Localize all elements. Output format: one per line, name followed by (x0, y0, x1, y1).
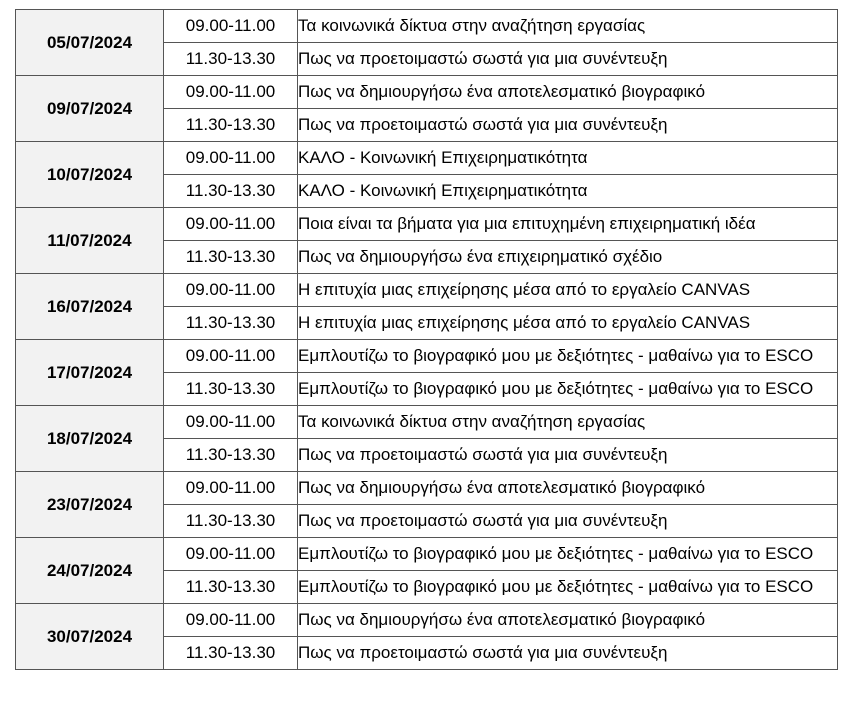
session-row (16, 208, 838, 241)
session-date: 05/07/2024 (16, 10, 164, 76)
session-row (16, 142, 838, 175)
session-date: 16/07/2024 (16, 274, 164, 340)
session-row (16, 406, 838, 439)
session-date: 24/07/2024 (16, 538, 164, 604)
session-topic: Ποια είναι τα βήματα για μια επιτυχημένη επιχειρηματική ιδέα (298, 208, 838, 241)
session-row (16, 274, 838, 307)
session-topic: Πως να προετοιμαστώ σωστά για μια συνέντευξη (298, 637, 838, 670)
session-time: 11.30-13.30 (164, 109, 298, 142)
session-time: 09.00-11.00 (164, 142, 298, 175)
session-topic: Εμπλουτίζω το βιογραφικό μου με δεξιότητες - μαθαίνω για το ESCO (298, 571, 838, 604)
session-time: 11.30-13.30 (164, 43, 298, 76)
session-time: 11.30-13.30 (164, 637, 298, 670)
session-topic: Πως να δημιουργήσω ένα επιχειρηματικό σχέδιο (298, 241, 838, 274)
session-topic: Πως να δημιουργήσω ένα αποτελεσματικό βιογραφικό (298, 472, 838, 505)
session-row (16, 76, 838, 109)
session-date: 30/07/2024 (16, 604, 164, 670)
session-date: 23/07/2024 (16, 472, 164, 538)
session-time: 09.00-11.00 (164, 406, 298, 439)
session-time: 11.30-13.30 (164, 505, 298, 538)
session-topic: Τα κοινωνικά δίκτυα στην αναζήτηση εργασίας (298, 10, 838, 43)
session-date: 11/07/2024 (16, 208, 164, 274)
session-topic: ΚΑΛΟ - Κοινωνική Επιχειρηματικότητα (298, 142, 838, 175)
session-topic: Εμπλουτίζω το βιογραφικό μου με δεξιότητες - μαθαίνω για το ESCO (298, 373, 838, 406)
session-topic: Εμπλουτίζω το βιογραφικό μου με δεξιότητες - μαθαίνω για το ESCO (298, 538, 838, 571)
session-time: 09.00-11.00 (164, 208, 298, 241)
session-time: 11.30-13.30 (164, 439, 298, 472)
session-topic: Πως να προετοιμαστώ σωστά για μια συνέντευξη (298, 439, 838, 472)
session-row (16, 10, 838, 43)
schedule-table-container (15, 9, 837, 670)
session-topic: Η επιτυχία μιας επιχείρησης μέσα από το εργαλείο CANVAS (298, 274, 838, 307)
session-time: 09.00-11.00 (164, 76, 298, 109)
session-topic: Τα κοινωνικά δίκτυα στην αναζήτηση εργασίας (298, 406, 838, 439)
session-row (16, 340, 838, 373)
session-topic: Πως να προετοιμαστώ σωστά για μια συνέντευξη (298, 505, 838, 538)
session-time: 09.00-11.00 (164, 538, 298, 571)
session-topic: Πως να δημιουργήσω ένα αποτελεσματικό βιογραφικό (298, 76, 838, 109)
session-row (16, 604, 838, 637)
session-row (16, 538, 838, 571)
session-date: 17/07/2024 (16, 340, 164, 406)
session-topic: Εμπλουτίζω το βιογραφικό μου με δεξιότητες - μαθαίνω για το ESCO (298, 340, 838, 373)
session-time: 11.30-13.30 (164, 241, 298, 274)
session-time: 09.00-11.00 (164, 274, 298, 307)
session-topic: Πως να προετοιμαστώ σωστά για μια συνέντευξη (298, 109, 838, 142)
session-time: 11.30-13.30 (164, 175, 298, 208)
session-date: 10/07/2024 (16, 142, 164, 208)
session-topic: Η επιτυχία μιας επιχείρησης μέσα από το εργαλείο CANVAS (298, 307, 838, 340)
session-time: 11.30-13.30 (164, 307, 298, 340)
session-time: 11.30-13.30 (164, 571, 298, 604)
session-date: 18/07/2024 (16, 406, 164, 472)
session-time: 09.00-11.00 (164, 10, 298, 43)
session-time: 09.00-11.00 (164, 340, 298, 373)
session-time: 09.00-11.00 (164, 472, 298, 505)
session-topic: Πως να προετοιμαστώ σωστά για μια συνέντευξη (298, 43, 838, 76)
session-time: 11.30-13.30 (164, 373, 298, 406)
schedule-table-body (16, 10, 838, 670)
session-topic: Πως να δημιουργήσω ένα αποτελεσματικό βιογραφικό (298, 604, 838, 637)
session-topic: ΚΑΛΟ - Κοινωνική Επιχειρηματικότητα (298, 175, 838, 208)
session-row (16, 472, 838, 505)
session-date: 09/07/2024 (16, 76, 164, 142)
session-time: 09.00-11.00 (164, 604, 298, 637)
schedule-table (15, 9, 838, 670)
